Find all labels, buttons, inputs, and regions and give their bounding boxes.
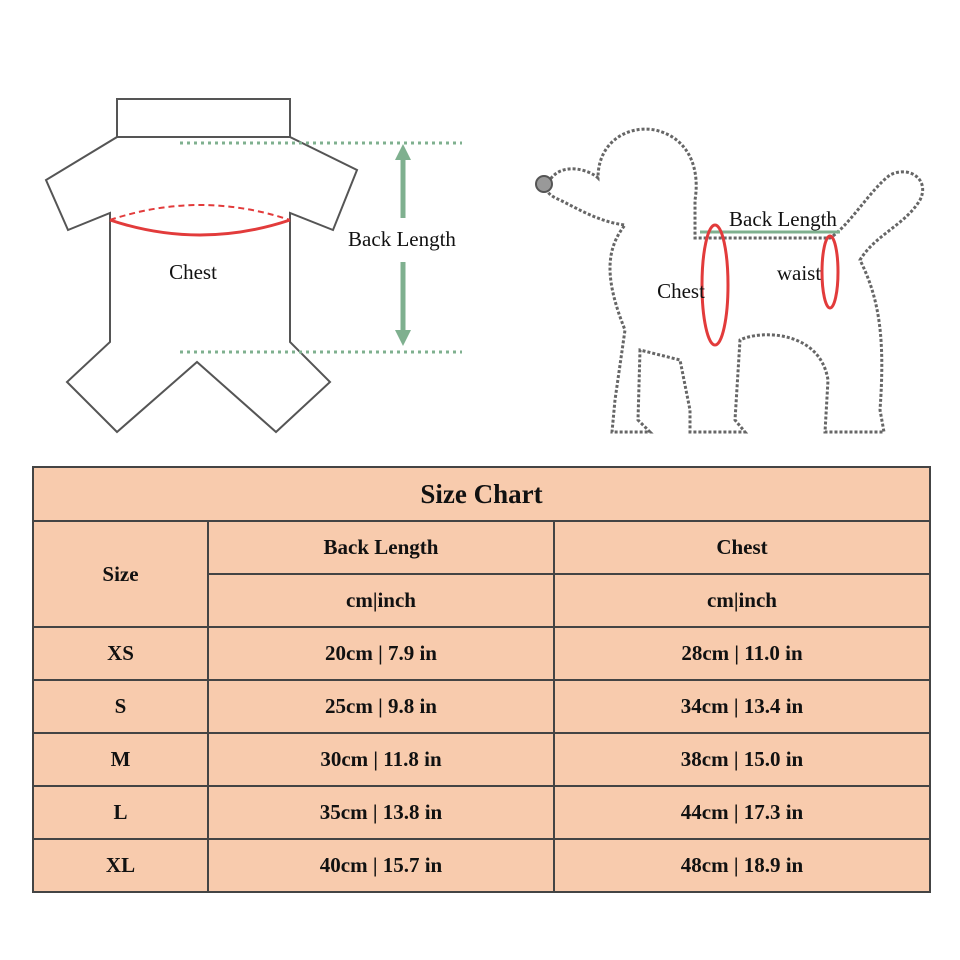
garment-chest-label: Chest xyxy=(169,260,217,284)
back-length-cell: 40cm | 15.7 in xyxy=(208,839,554,892)
size-chart-table xyxy=(32,466,931,893)
back-length-unit: cm|inch xyxy=(208,574,554,627)
garment-back-length-label: Back Length xyxy=(348,227,456,251)
dog-back-length-label: Back Length xyxy=(729,207,837,231)
chest-cell: 34cm | 13.4 in xyxy=(554,680,930,733)
back-length-cell: 20cm | 7.9 in xyxy=(208,627,554,680)
dog-waist-measure xyxy=(822,236,838,308)
size-cell: L xyxy=(33,786,208,839)
back-length-cell: 30cm | 11.8 in xyxy=(208,733,554,786)
table-title: Size Chart xyxy=(33,467,930,521)
size-cell: XS xyxy=(33,627,208,680)
table-row xyxy=(33,680,930,733)
table-row xyxy=(33,733,930,786)
size-cell: XL xyxy=(33,839,208,892)
size-cell: S xyxy=(33,680,208,733)
table-row xyxy=(33,839,930,892)
measurement-diagrams xyxy=(0,0,960,460)
dog-diagram xyxy=(536,129,923,432)
size-header: Size xyxy=(33,521,208,627)
size-cell: M xyxy=(33,733,208,786)
arrow-head-down xyxy=(395,330,411,346)
chest-cell: 44cm | 17.3 in xyxy=(554,786,930,839)
table-row xyxy=(33,627,930,680)
header-row xyxy=(33,521,930,574)
chest-cell: 38cm | 15.0 in xyxy=(554,733,930,786)
dog-nose-icon xyxy=(536,176,552,192)
dog-waist-label: waist xyxy=(776,261,822,285)
chest-cell: 28cm | 11.0 in xyxy=(554,627,930,680)
back-length-header: Back Length xyxy=(208,521,554,574)
garment-diagram xyxy=(46,99,462,432)
arrow-head-up xyxy=(395,144,411,160)
back-length-cell: 35cm | 13.8 in xyxy=(208,786,554,839)
dog-chest-measure xyxy=(702,225,728,345)
back-length-cell: 25cm | 9.8 in xyxy=(208,680,554,733)
table-row xyxy=(33,786,930,839)
dog-chest-label: Chest xyxy=(657,279,705,303)
chest-unit: cm|inch xyxy=(554,574,930,627)
dog-outline xyxy=(546,129,922,432)
title-row xyxy=(33,467,930,521)
chest-cell: 48cm | 18.9 in xyxy=(554,839,930,892)
chest-header: Chest xyxy=(554,521,930,574)
